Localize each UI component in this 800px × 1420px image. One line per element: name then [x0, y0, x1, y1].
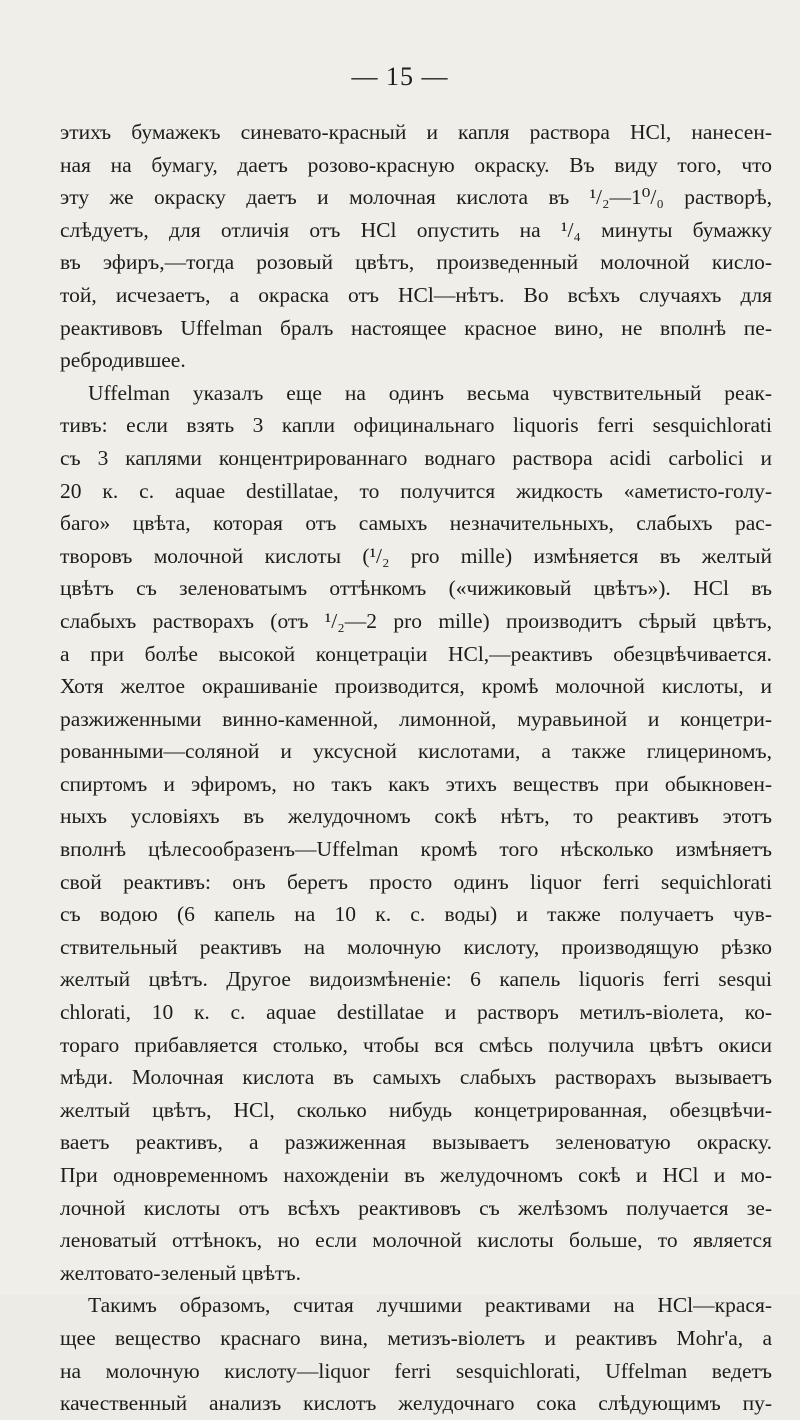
- text-line: той, исчезаетъ, а окраска отъ HCl—нѣтъ. Во всѣхъ случаяхъ для: [60, 282, 772, 307]
- text-line: chlorati, 10 к. с. aquae destillatae и растворъ метилъ-віолета, ко-: [60, 1000, 772, 1025]
- text-line: При одновременномъ нахожденіи въ желудочномъ сокѣ и HCl и мо-: [60, 1163, 772, 1187]
- text-line: рованными—соляной и уксусной кислотами, а также глицериномъ,: [60, 739, 772, 764]
- text-line: а при болѣе высокой концетраціи HCl,—реактивъ обезцвѣчивается.: [60, 641, 772, 666]
- text-line: съ 3 каплями концентрированнаго воднаго раствора acidi carbolici и: [60, 445, 772, 470]
- text-line: этихъ бумажекъ синевато-красный и капля раствора HCl, нанесен-: [60, 120, 772, 144]
- text-line: щее вещество краснаго вина, метизъ-віолетъ и реактивъ Mohr'а, а: [60, 1325, 772, 1350]
- text-line: эту же окраску даетъ и молочная кислота въ ¹/₂—1⁰/₀ растворѣ,: [60, 185, 772, 210]
- text-line: реактивовъ Uffelman бралъ настоящее красное вино, не вполнѣ пе-: [60, 315, 772, 340]
- text-line: ствительный реактивъ на молочную кислоту, производящую рѣзко: [60, 934, 772, 959]
- text-line: вполнѣ цѣлесообразенъ—Uffelman кромѣ того нѣсколько измѣняетъ: [60, 837, 772, 862]
- text-line: тораго прибавляется столько, чтобы вся смѣсь получила цвѣтъ окиси: [60, 1032, 772, 1057]
- text-line: ребродившее.: [60, 348, 186, 373]
- text-line: разжиженными винно-каменной, лимонной, муравьиной и концетри-: [60, 706, 772, 731]
- text-line: цвѣтъ съ зеленоватымъ оттѣнкомъ («чижиковый цвѣтъ»). HCl въ: [60, 576, 772, 601]
- text-line: съ водою (6 капель на 10 к. с. воды) и также получаетъ чув-: [60, 902, 772, 927]
- text-line: желтый цвѣтъ, HCl, сколько нибудь концетрированная, обезцвѣчи-: [60, 1097, 772, 1122]
- text-line: желтый цвѣтъ. Другое видоизмѣненіе: 6 капель liquoris ferri sesqui: [60, 967, 772, 992]
- text-line: мѣди. Молочная кислота въ самыхъ слабыхъ растворахъ вызываетъ: [60, 1065, 772, 1090]
- text-line: Такимъ образомъ, считая лучшими реактивами на HCl—крася-: [88, 1293, 772, 1318]
- text-line: творовъ молочной кислоты (¹/₂ pro mille) измѣняется въ желтый: [60, 543, 772, 568]
- text-line: ная на бумагу, даетъ розово-красную окраску. Въ виду того, что: [60, 152, 772, 177]
- text-line: ваетъ реактивъ, а разжиженная вызываетъ зеленоватую окраску.: [60, 1130, 772, 1155]
- text-line: качественный анализъ кислотъ желудочнаго сока слѣдующимъ пу-: [60, 1391, 772, 1416]
- page-number: — 15 —: [351, 62, 449, 91]
- text-line: слабыхъ растворахъ (отъ ¹/₂—2 pro mille) производитъ сѣрый цвѣтъ,: [60, 608, 772, 633]
- text-line: въ эфиръ,—тогда розовый цвѣтъ, произведенный молочной кисло-: [60, 250, 772, 275]
- text-line: свой реактивъ: онъ беретъ просто одинъ liquor ferri sequichlorati: [60, 869, 772, 894]
- text-line: слѣдуетъ, для отличія отъ HCl опустить на ¹/₄ минуты бумажку: [60, 217, 772, 242]
- text-line: лочной кислоты отъ всѣхъ реактивовъ съ желѣзомъ получается зе-: [60, 1195, 772, 1220]
- text-line: спиртомъ и эфиромъ, но такъ какъ этихъ веществъ при обыкновен-: [60, 771, 772, 796]
- text-line: тивъ: если взять 3 капли официнальнаго liquoris ferri sesquichlorati: [60, 413, 772, 438]
- text-line: на молочную кислоту—liquor ferri sesquichlorati, Uffelman ведетъ: [60, 1358, 772, 1383]
- text-line: леноватый оттѣнокъ, но если молочной кислоты больше, то является: [60, 1228, 772, 1253]
- text-line: Хотя желтое окрашиваніе производится, кромѣ молочной кислоты, и: [60, 674, 772, 699]
- text-line: ныхъ условіяхъ въ желудочномъ сокѣ нѣтъ, то реактивъ этотъ: [60, 804, 772, 829]
- text-line: Uffelman указалъ еще на одинъ весьма чувствительный реак-: [88, 380, 772, 405]
- text-line: 20 к. с. aquae destillatae, то получится жидкость «аметисто-голу-: [60, 478, 772, 503]
- text-line: желтовато-зеленый цвѣтъ.: [60, 1260, 301, 1285]
- body-text: [60, 116, 772, 1420]
- text-line: баго» цвѣта, которая отъ самыхъ незначительныхъ, слабыхъ рас-: [60, 511, 772, 536]
